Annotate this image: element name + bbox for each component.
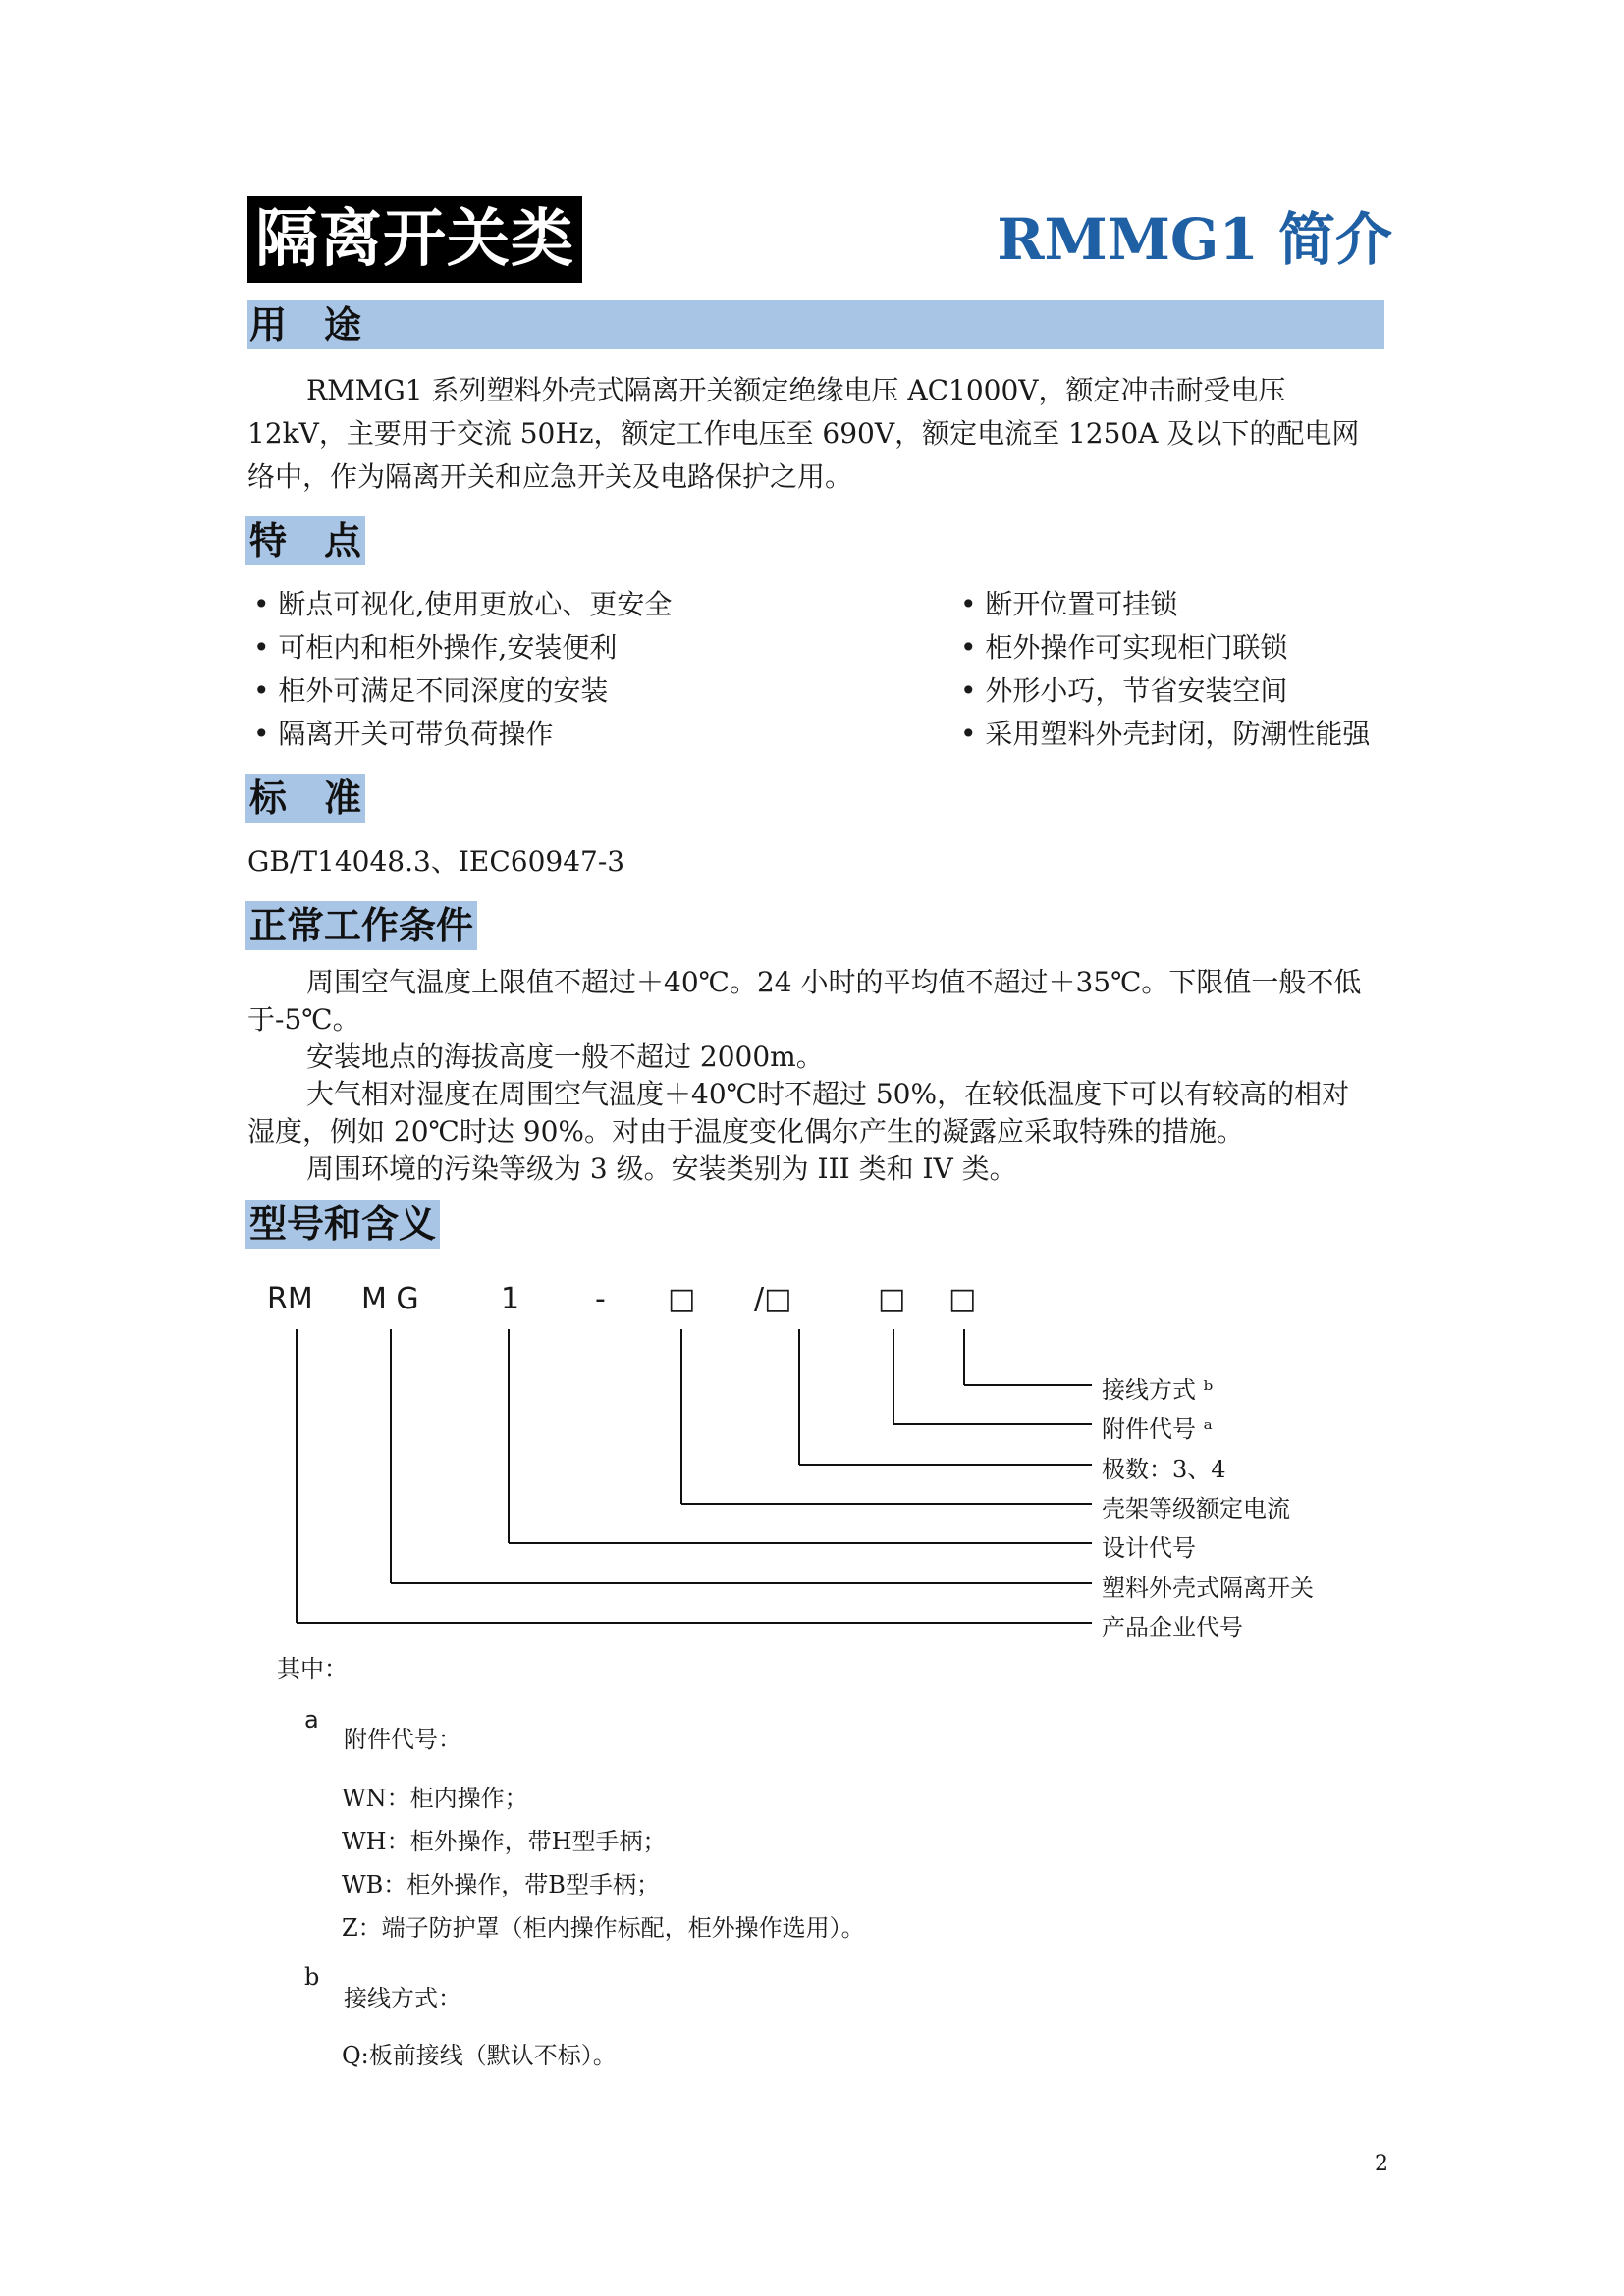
legend-accessory: 附件代号 ᵃ xyxy=(1102,1415,1213,1443)
notes-intro: 其中： xyxy=(277,1655,348,1682)
model-code-wiring: □ xyxy=(948,1282,977,1316)
conditions-altitude: 安装地点的海拔高度一般不超过 2000m。 xyxy=(306,1041,824,1073)
note-b-title: 接线方式： xyxy=(344,1985,461,2012)
conditions-temperature: 周围空气温度上限值不超过＋40℃。24 小时的平均值不超过＋35℃。下限值一般不低于-5℃。 xyxy=(247,966,1362,1036)
note-a-mark: a xyxy=(304,1706,319,1734)
note-a-item: WN：柜内操作； xyxy=(342,1785,528,1812)
legend-frame-current: 壳架等级额定电流 xyxy=(1102,1495,1290,1522)
model-code-current: □ xyxy=(668,1282,696,1316)
feature-item: • 断点可视化,使用更放心、更安全 xyxy=(253,588,673,620)
feature-item: • 采用塑料外壳封闭，防潮性能强 xyxy=(960,718,1371,750)
model-code-accessory: □ xyxy=(878,1282,906,1316)
conditions-heading: 正常工作条件 xyxy=(245,901,477,950)
legend-wiring: 接线方式 ᵇ xyxy=(1102,1376,1214,1404)
feature-item: • 外形小巧，节省安装空间 xyxy=(960,674,1288,707)
note-a-item: Z：端子防护罩（柜内操作标配，柜外操作选用）。 xyxy=(342,1914,865,1942)
standard-heading: 标 准 xyxy=(245,774,365,823)
legend-switch-type: 塑料外壳式隔离开关 xyxy=(1102,1575,1314,1602)
feature-item: • 隔离开关可带负荷操作 xyxy=(253,718,554,750)
legend-manufacturer: 产品企业代号 xyxy=(1102,1614,1243,1641)
category-tag: 隔离开关类 xyxy=(247,196,582,283)
model-code-dash: - xyxy=(595,1282,606,1316)
model-code-rm: RM xyxy=(267,1282,313,1316)
note-a-item: WH：柜外操作，带H型手柄； xyxy=(342,1828,667,1855)
note-a-item: WB：柜外操作，带B型手柄； xyxy=(342,1871,660,1898)
features-heading: 特 点 xyxy=(245,516,365,565)
model-code-poles: /□ xyxy=(754,1282,792,1316)
usage-heading: 用 途 xyxy=(249,303,362,347)
page-number: 2 xyxy=(1375,2152,1388,2176)
page-title: RMMG1 简介 xyxy=(997,206,1392,273)
usage-text: RMMG1 系列塑料外壳式隔离开关额定绝缘电压 AC1000V，额定冲击耐受电压 12kV，主要用于交流 50Hz，额定工作电压至 690V，额定电流至 1250A 及以下的配电网络中，作为隔离开关和应急开关及电路保护之用。 xyxy=(247,374,1360,493)
conditions-pollution: 周围环境的污染等级为 3 级。安装类别为 III 类和 IV 类。 xyxy=(306,1152,1017,1185)
legend-poles: 极数：3、4 xyxy=(1102,1456,1226,1483)
feature-item: • 可柜内和柜外操作,安装便利 xyxy=(253,631,618,664)
feature-item: • 柜外操作可实现柜门联锁 xyxy=(960,631,1288,664)
note-a-title: 附件代号： xyxy=(344,1726,461,1753)
model-code-mg: M G xyxy=(361,1282,419,1316)
feature-item: • 柜外可满足不同深度的安装 xyxy=(253,674,609,707)
note-b-mark: b xyxy=(304,1963,320,1991)
feature-item: • 断开位置可挂锁 xyxy=(960,588,1178,620)
model-code-1: 1 xyxy=(501,1282,520,1316)
standard-text: GB/T14048.3、IEC60947-3 xyxy=(247,845,625,878)
conditions-humidity: 大气相对湿度在周围空气温度＋40℃时不超过 50%，在较低温度下可以有较高的相对湿度，例如 20℃时达 90%。对由于温度变化偶尔产生的凝露应采取特殊的措施。 xyxy=(247,1078,1350,1148)
note-b-item: Q:板前接线（默认不标）。 xyxy=(342,2042,617,2069)
model-heading: 型号和含义 xyxy=(245,1200,440,1249)
legend-design-code: 设计代号 xyxy=(1102,1534,1196,1562)
